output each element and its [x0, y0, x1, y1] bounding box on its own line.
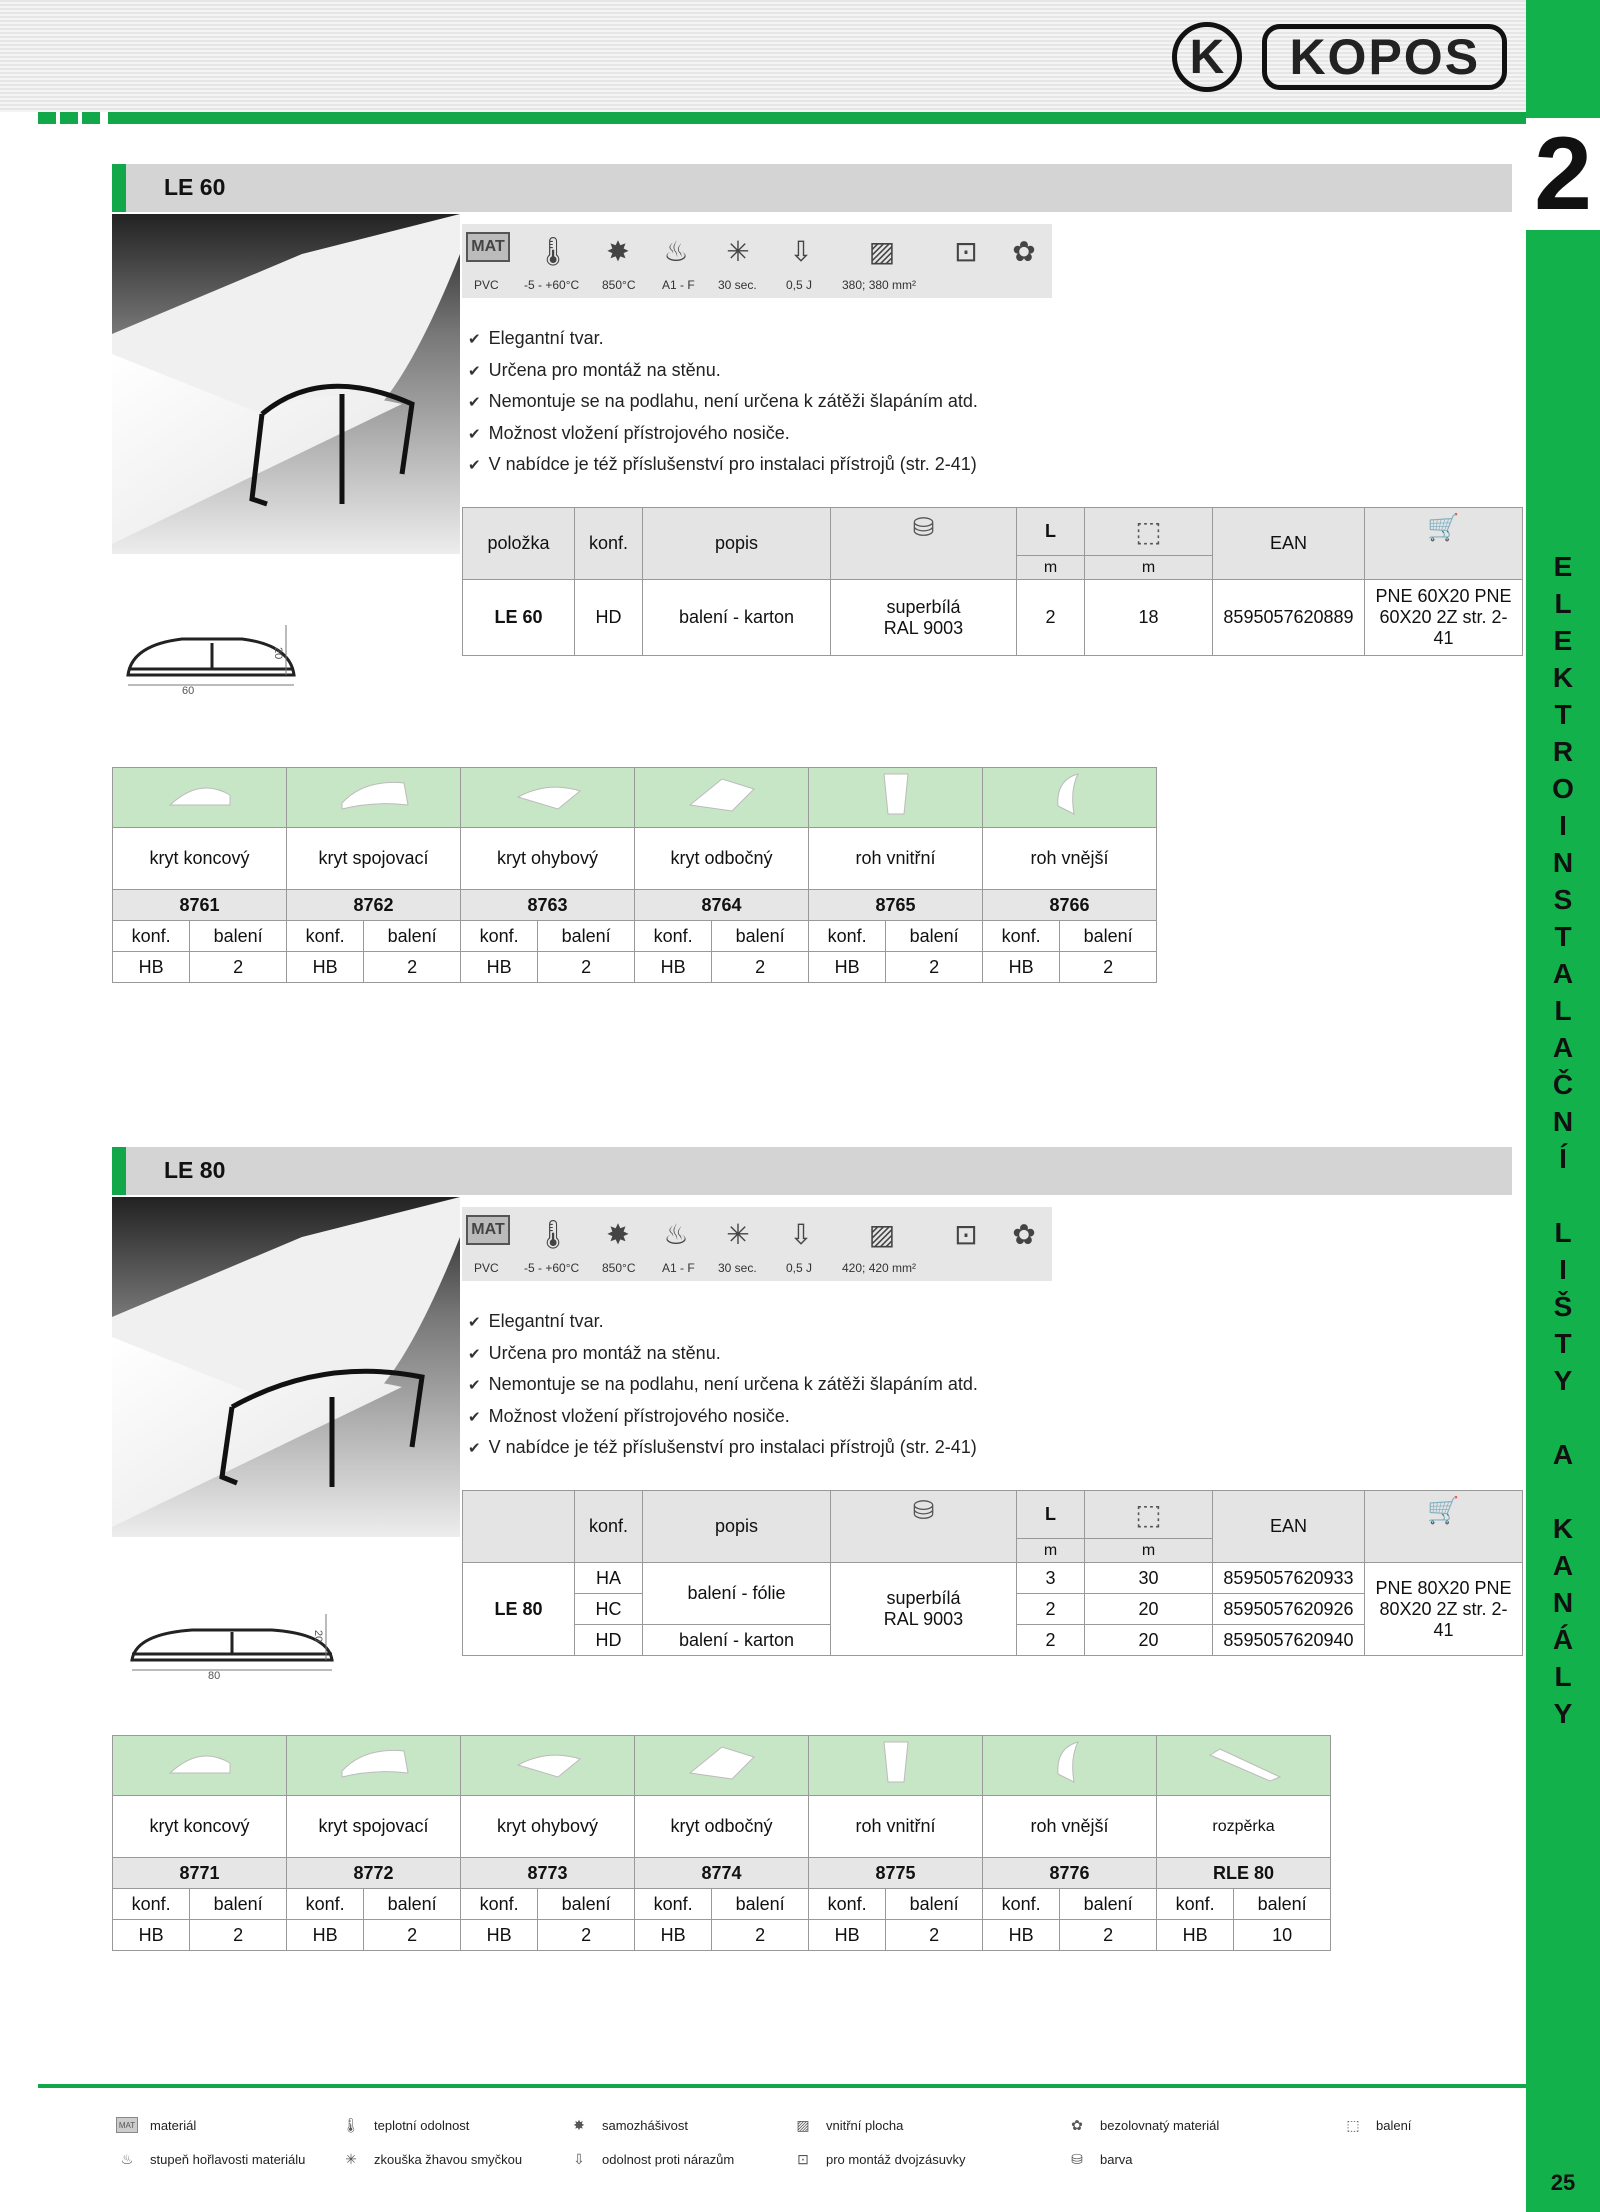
- sub-head-baleni: balení: [190, 921, 287, 952]
- mat-icon: MAT: [466, 1215, 510, 1245]
- dim-width: 60: [182, 685, 195, 697]
- accessory-konf: HB: [983, 1920, 1060, 1951]
- accessory-picture: [635, 768, 809, 828]
- sub-head-konf: konf.: [461, 921, 538, 952]
- cart-icon: 🛒: [1427, 1495, 1460, 1525]
- accessory-picture: [287, 768, 461, 828]
- accessory-konf: HB: [809, 1920, 886, 1951]
- section-title: LE 80: [164, 1157, 226, 1183]
- glow-wire-icon: ✳: [726, 235, 750, 267]
- thermometer-icon: 🌡: [342, 2116, 360, 2133]
- legend-label: balení: [1376, 2117, 1412, 2133]
- color-icon: ⛁: [912, 512, 935, 542]
- dim-height: 20: [312, 1630, 324, 1643]
- mat-icon: MAT: [466, 232, 510, 262]
- col-konf: konf.: [575, 1491, 643, 1563]
- col-ean: EAN: [1213, 1491, 1365, 1563]
- legend-item: [792, 2117, 903, 2133]
- feature-item: ✔ Možnost vložení přístrojového nosiče.: [468, 418, 978, 450]
- accessory-name: roh vnitřní: [809, 1796, 983, 1858]
- unit-m: m: [1017, 556, 1085, 580]
- accessory-picture: [1157, 1736, 1331, 1796]
- chapter-letter: [1526, 1399, 1600, 1436]
- accessory-code: 8772: [287, 1858, 461, 1889]
- section-accent: [112, 1147, 126, 1195]
- sub-head-konf: konf.: [809, 921, 886, 952]
- cross-section-drawing-le60: [122, 615, 302, 710]
- sub-head-baleni: balení: [886, 1889, 983, 1920]
- cell-ean: 8595057620933: [1213, 1563, 1365, 1594]
- accessory-baleni: 2: [190, 952, 287, 983]
- legend-item: [568, 2151, 734, 2167]
- dim-height: 20: [272, 647, 284, 660]
- chapter-letter: K: [1552, 662, 1574, 693]
- accessory-name: kryt spojovací: [287, 828, 461, 890]
- product-image-le60: [112, 214, 460, 554]
- sub-head-konf: konf.: [461, 1889, 538, 1920]
- sub-head-baleni: balení: [1234, 1889, 1331, 1920]
- accessory-picture: [809, 1736, 983, 1796]
- accessory-baleni: 2: [538, 1920, 635, 1951]
- legend-item: [116, 2151, 305, 2167]
- cell-package: 18: [1085, 580, 1213, 656]
- cell-accessory-note: PNE 60X20 PNE 60X20 2Z str. 2-41: [1365, 580, 1523, 656]
- accessory-konf: HB: [635, 952, 712, 983]
- icon-label: 30 sec.: [718, 1261, 757, 1275]
- icon-label: PVC: [474, 278, 499, 292]
- double-socket-icon: ⊡: [954, 235, 978, 267]
- accessory-name: kryt odbočný: [635, 828, 809, 890]
- accessory-code: 8766: [983, 890, 1157, 921]
- accessory-name: rozpěrka: [1157, 1796, 1331, 1858]
- cell-length: 2: [1017, 1594, 1085, 1625]
- inner-area-icon: ▨: [796, 2116, 810, 2133]
- icon-label: 420; 420 mm²: [842, 1261, 917, 1275]
- icon-label: PVC: [474, 1261, 499, 1275]
- impact-icon: ⇩: [789, 235, 813, 267]
- icon-label: 30 sec.: [718, 278, 757, 292]
- icon-label: 0,5 J: [786, 1261, 813, 1275]
- logo-mark: K: [1172, 22, 1242, 92]
- col-accessory: [1365, 1491, 1523, 1563]
- icon-label: A1 - F: [662, 1261, 695, 1275]
- icon-strip-le60: [462, 224, 1052, 298]
- legend-label: stupeň hořlavosti materiálu: [150, 2151, 306, 2167]
- chapter-letter: Y: [1553, 1698, 1573, 1729]
- mat-icon: MAT: [116, 2117, 138, 2133]
- cell-popis: balení - fólie: [643, 1563, 831, 1625]
- sub-head-konf: konf.: [809, 1889, 886, 1920]
- chapter-letter: S: [1553, 884, 1573, 915]
- col-accessory: [1365, 508, 1523, 580]
- feature-item: ✔ Možnost vložení přístrojového nosiče.: [468, 1401, 978, 1433]
- accessory-baleni: 2: [190, 1920, 287, 1951]
- sub-head-baleni: balení: [886, 921, 983, 952]
- chapter-letter: Í: [1559, 1143, 1567, 1174]
- accessory-code: 8762: [287, 890, 461, 921]
- accessory-code: 8763: [461, 890, 635, 921]
- cell-ean: 8595057620940: [1213, 1625, 1365, 1656]
- icon-strip-le80: [462, 1207, 1052, 1281]
- cell-konf: HD: [575, 1625, 643, 1656]
- accessory-name: kryt ohybový: [461, 828, 635, 890]
- unit-m: m: [1017, 1539, 1085, 1563]
- col-item: položka: [463, 508, 575, 580]
- icon-label: 850°C: [602, 278, 636, 292]
- chapter-letter: [1526, 1473, 1600, 1510]
- accessory-code: 8761: [113, 890, 287, 921]
- unit-m: m: [1085, 556, 1213, 580]
- chapter-letter: L: [1554, 588, 1572, 619]
- cell-popis: balení - karton: [643, 580, 831, 656]
- sub-head-baleni: balení: [712, 1889, 809, 1920]
- feature-list-le60: [468, 323, 978, 481]
- cell-length: 2: [1017, 1625, 1085, 1656]
- accessory-baleni: 10: [1234, 1920, 1331, 1951]
- cell-ean: 8595057620926: [1213, 1594, 1365, 1625]
- double-socket-icon: ⊡: [954, 1218, 978, 1250]
- icon-label: A1 - F: [662, 278, 695, 292]
- accessory-baleni: 2: [364, 952, 461, 983]
- sub-head-konf: konf.: [635, 921, 712, 952]
- legend-label: samozhášivost: [602, 2117, 688, 2133]
- package-icon: ⬚: [1135, 1499, 1162, 1530]
- legend-label: teplotní odolnost: [374, 2117, 470, 2133]
- chapter-letter: I: [1559, 810, 1567, 841]
- sub-head-konf: konf.: [113, 1889, 190, 1920]
- legend-item: [1342, 2117, 1411, 2133]
- accessory-konf: HB: [287, 1920, 364, 1951]
- section-header-le80: [112, 1147, 1512, 1195]
- section-header-le60: [112, 164, 1512, 212]
- accessory-picture: [461, 1736, 635, 1796]
- legend-divider: [38, 2084, 1526, 2088]
- accessory-baleni: 2: [1060, 1920, 1157, 1951]
- header-square: [82, 112, 100, 124]
- chapter-letter: [1526, 1177, 1600, 1214]
- chapter-letter: T: [1554, 1328, 1572, 1359]
- cell-popis: balení - karton: [643, 1625, 831, 1656]
- accessory-name: roh vnitřní: [809, 828, 983, 890]
- chapter-letter: A: [1552, 1439, 1574, 1470]
- accessory-baleni: 2: [364, 1920, 461, 1951]
- accessory-konf: HB: [461, 952, 538, 983]
- cell-package: 20: [1085, 1625, 1213, 1656]
- impact-icon: ⇩: [789, 1218, 813, 1250]
- cell-package: 20: [1085, 1594, 1213, 1625]
- accessory-name: kryt odbočný: [635, 1796, 809, 1858]
- lead-free-icon: ✿: [1012, 1218, 1036, 1250]
- header-square: [60, 112, 78, 124]
- self-extinguish-icon: ✸: [606, 235, 630, 267]
- icon-label: -5 - +60°C: [524, 1261, 580, 1275]
- sub-head-baleni: balení: [364, 921, 461, 952]
- legend-item: [340, 2117, 469, 2133]
- color-icon: ⛁: [1071, 2150, 1083, 2167]
- cell-color: superbílá RAL 9003: [831, 580, 1017, 656]
- col-color: [831, 508, 1017, 580]
- chapter-letter: K: [1552, 1513, 1574, 1544]
- cell-konf: HC: [575, 1594, 643, 1625]
- accessory-picture: [461, 768, 635, 828]
- legend-label: odolnost proti nárazům: [602, 2151, 735, 2167]
- section-accent: [112, 164, 126, 212]
- accessory-code: 8765: [809, 890, 983, 921]
- feature-list-le80: [468, 1306, 978, 1464]
- cell-konf: HA: [575, 1563, 643, 1594]
- feature-item: ✔ V nabídce je též příslušenství pro instalaci přístrojů (str. 2-41): [468, 1432, 978, 1464]
- feature-item: ✔ Určena pro montáž na stěnu.: [468, 1338, 978, 1370]
- cell-color: superbílá RAL 9003: [831, 1563, 1017, 1656]
- accessory-picture: [113, 1736, 287, 1796]
- col-konf: konf.: [575, 508, 643, 580]
- accessory-picture: [287, 1736, 461, 1796]
- accessory-konf: HB: [287, 952, 364, 983]
- feature-item: ✔ Elegantní tvar.: [468, 1306, 978, 1338]
- col-item: [463, 1491, 575, 1563]
- col-ean: EAN: [1213, 508, 1365, 580]
- cross-section-drawing-le80: [122, 1600, 342, 1695]
- dim-width: 80: [208, 1670, 221, 1682]
- icon-label: 0,5 J: [786, 278, 813, 292]
- accessory-baleni: 2: [886, 1920, 983, 1951]
- accessory-code: 8776: [983, 1858, 1157, 1889]
- accessory-baleni: 2: [538, 952, 635, 983]
- header-green-line: [108, 112, 1526, 124]
- cart-icon: 🛒: [1427, 512, 1460, 542]
- chapter-letter: L: [1554, 1661, 1572, 1692]
- sub-head-konf: konf.: [113, 921, 190, 952]
- col-color: [831, 1491, 1017, 1563]
- accessory-name: kryt koncový: [113, 1796, 287, 1858]
- cell-length: 2: [1017, 580, 1085, 656]
- legend-item: [568, 2117, 688, 2133]
- accessory-name: kryt spojovací: [287, 1796, 461, 1858]
- chapter-letter: T: [1554, 699, 1572, 730]
- col-package: [1085, 508, 1213, 556]
- self-extinguish-icon: ✸: [573, 2116, 585, 2133]
- sub-head-konf: konf.: [983, 921, 1060, 952]
- chapter-letter: O: [1552, 773, 1574, 804]
- accessory-baleni: 2: [712, 952, 809, 983]
- legend-item: [116, 2117, 196, 2133]
- accessory-baleni: 2: [1060, 952, 1157, 983]
- accessory-code: 8775: [809, 1858, 983, 1889]
- feature-item: ✔ Nemontuje se na podlahu, není určena k zátěži šlapáním atd.: [468, 386, 978, 418]
- legend-label: zkouška žhavou smyčkou: [374, 2151, 523, 2167]
- chapter-letter: N: [1552, 847, 1574, 878]
- glow-wire-icon: ✳: [726, 1218, 750, 1250]
- legend-label: bezolovnatý materiál: [1100, 2117, 1220, 2133]
- impact-icon: ⇩: [573, 2150, 585, 2167]
- cell-package: 30: [1085, 1563, 1213, 1594]
- col-length: L: [1017, 1491, 1085, 1539]
- chapter-letter: A: [1552, 1032, 1574, 1063]
- double-socket-icon: ⊡: [797, 2150, 809, 2167]
- product-table-le60: [462, 507, 1523, 656]
- accessory-konf: HB: [113, 1920, 190, 1951]
- chapter-letter: L: [1554, 995, 1572, 1026]
- chapter-letter: Á: [1552, 1624, 1574, 1655]
- cell-accessory-note: PNE 80X20 PNE 80X20 2Z str. 2-41: [1365, 1563, 1523, 1656]
- header-square: [38, 112, 56, 124]
- chapter-number: 2: [1526, 118, 1600, 230]
- legend-label: vnitřní plocha: [826, 2117, 904, 2133]
- sub-head-konf: konf.: [287, 921, 364, 952]
- icon-label: -5 - +60°C: [524, 278, 580, 292]
- chapter-vertical-title: [1526, 548, 1600, 1732]
- sub-head-baleni: balení: [1060, 1889, 1157, 1920]
- flame-icon: ♨: [120, 2150, 134, 2167]
- icon-label: 850°C: [602, 1261, 636, 1275]
- lead-free-icon: ✿: [1071, 2116, 1083, 2133]
- chapter-letter: N: [1552, 1106, 1574, 1137]
- accessory-table-le80: [112, 1735, 1331, 1951]
- feature-item: ✔ Určena pro montáž na stěnu.: [468, 355, 978, 387]
- sub-head-baleni: balení: [712, 921, 809, 952]
- accessory-konf: HB: [635, 1920, 712, 1951]
- flame-icon: ♨: [663, 1218, 689, 1250]
- legend-item: [340, 2151, 522, 2167]
- chapter-letter: L: [1554, 1217, 1572, 1248]
- feature-item: ✔ Elegantní tvar.: [468, 323, 978, 355]
- accessory-picture: [809, 768, 983, 828]
- accessory-table-le60: [112, 767, 1157, 983]
- accessory-name: roh vnější: [983, 1796, 1157, 1858]
- accessory-code: 8764: [635, 890, 809, 921]
- self-extinguish-icon: ✸: [606, 1218, 630, 1250]
- chapter-letter: T: [1554, 921, 1572, 952]
- feature-item: ✔ V nabídce je též příslušenství pro instalaci přístrojů (str. 2-41): [468, 449, 978, 481]
- unit-m: m: [1085, 1539, 1213, 1563]
- chapter-letter: E: [1553, 625, 1573, 656]
- accessory-name: roh vnější: [983, 828, 1157, 890]
- accessory-konf: HB: [113, 952, 190, 983]
- icon-label: 380; 380 mm²: [842, 278, 917, 292]
- chapter-letter: N: [1552, 1587, 1574, 1618]
- sub-head-baleni: balení: [364, 1889, 461, 1920]
- product-table-le80: [462, 1490, 1523, 1656]
- chapter-letter: A: [1552, 958, 1574, 989]
- section-title: LE 60: [164, 174, 226, 200]
- col-package: [1085, 1491, 1213, 1539]
- kopos-logo: [1172, 22, 1507, 92]
- inner-area-icon: ▨: [868, 235, 896, 267]
- color-icon: ⛁: [912, 1495, 935, 1525]
- inner-area-icon: ▨: [868, 1218, 896, 1250]
- accessory-baleni: 2: [712, 1920, 809, 1951]
- accessory-code: 8771: [113, 1858, 287, 1889]
- accessory-picture: [983, 768, 1157, 828]
- legend-item: [792, 2151, 965, 2167]
- sub-head-baleni: balení: [538, 1889, 635, 1920]
- chapter-letter: Š: [1553, 1291, 1573, 1322]
- accessory-code: 8774: [635, 1858, 809, 1889]
- legend-label: materiál: [150, 2117, 197, 2133]
- page-number: 25: [1550, 2170, 1576, 2195]
- accessory-code: RLE 80: [1157, 1858, 1331, 1889]
- accessory-konf: HB: [461, 1920, 538, 1951]
- logo-word: KOPOS: [1262, 24, 1507, 90]
- chapter-letter: I: [1559, 1254, 1567, 1285]
- accessory-konf: HB: [809, 952, 886, 983]
- cell-item: LE 60: [463, 580, 575, 656]
- glow-wire-icon: ✳: [345, 2150, 357, 2167]
- col-popis: popis: [643, 1491, 831, 1563]
- cell-konf: HD: [575, 580, 643, 656]
- flame-icon: ♨: [663, 235, 689, 267]
- chapter-letter: A: [1552, 1550, 1574, 1581]
- package-icon: ⬚: [1135, 516, 1162, 547]
- sub-head-konf: konf.: [287, 1889, 364, 1920]
- sub-head-baleni: balení: [538, 921, 635, 952]
- thermometer-icon: 🌡: [535, 1218, 571, 1250]
- legend-item: [1066, 2117, 1219, 2133]
- sub-head-konf: konf.: [635, 1889, 712, 1920]
- accessory-konf: HB: [1157, 1920, 1234, 1951]
- legend-label: barva: [1100, 2151, 1133, 2167]
- sub-head-baleni: balení: [190, 1889, 287, 1920]
- accessory-baleni: 2: [886, 952, 983, 983]
- accessory-code: 8773: [461, 1858, 635, 1889]
- product-image-le80: [112, 1197, 460, 1537]
- accessory-name: kryt koncový: [113, 828, 287, 890]
- cell-item: LE 80: [463, 1563, 575, 1656]
- accessory-konf: HB: [983, 952, 1060, 983]
- cell-ean: 8595057620889: [1213, 580, 1365, 656]
- accessory-picture: [983, 1736, 1157, 1796]
- accessory-name: kryt ohybový: [461, 1796, 635, 1858]
- package-icon: ⬚: [1346, 2116, 1360, 2133]
- col-length: L: [1017, 508, 1085, 556]
- thermometer-icon: 🌡: [535, 235, 571, 267]
- sub-head-baleni: balení: [1060, 921, 1157, 952]
- sub-head-konf: konf.: [983, 1889, 1060, 1920]
- chapter-letter: R: [1552, 736, 1574, 767]
- feature-item: ✔ Nemontuje se na podlahu, není určena k zátěži šlapáním atd.: [468, 1369, 978, 1401]
- chapter-letter: Č: [1552, 1069, 1574, 1100]
- cell-length: 3: [1017, 1563, 1085, 1594]
- chapter-letter: E: [1553, 551, 1573, 582]
- legend-item: [1066, 2151, 1133, 2167]
- col-popis: popis: [643, 508, 831, 580]
- legend-label: pro montáž dvojzásuvky: [826, 2151, 966, 2167]
- lead-free-icon: ✿: [1012, 235, 1036, 267]
- chapter-letter: Y: [1553, 1365, 1573, 1396]
- accessory-picture: [635, 1736, 809, 1796]
- sub-head-konf: konf.: [1157, 1889, 1234, 1920]
- accessory-picture: [113, 768, 287, 828]
